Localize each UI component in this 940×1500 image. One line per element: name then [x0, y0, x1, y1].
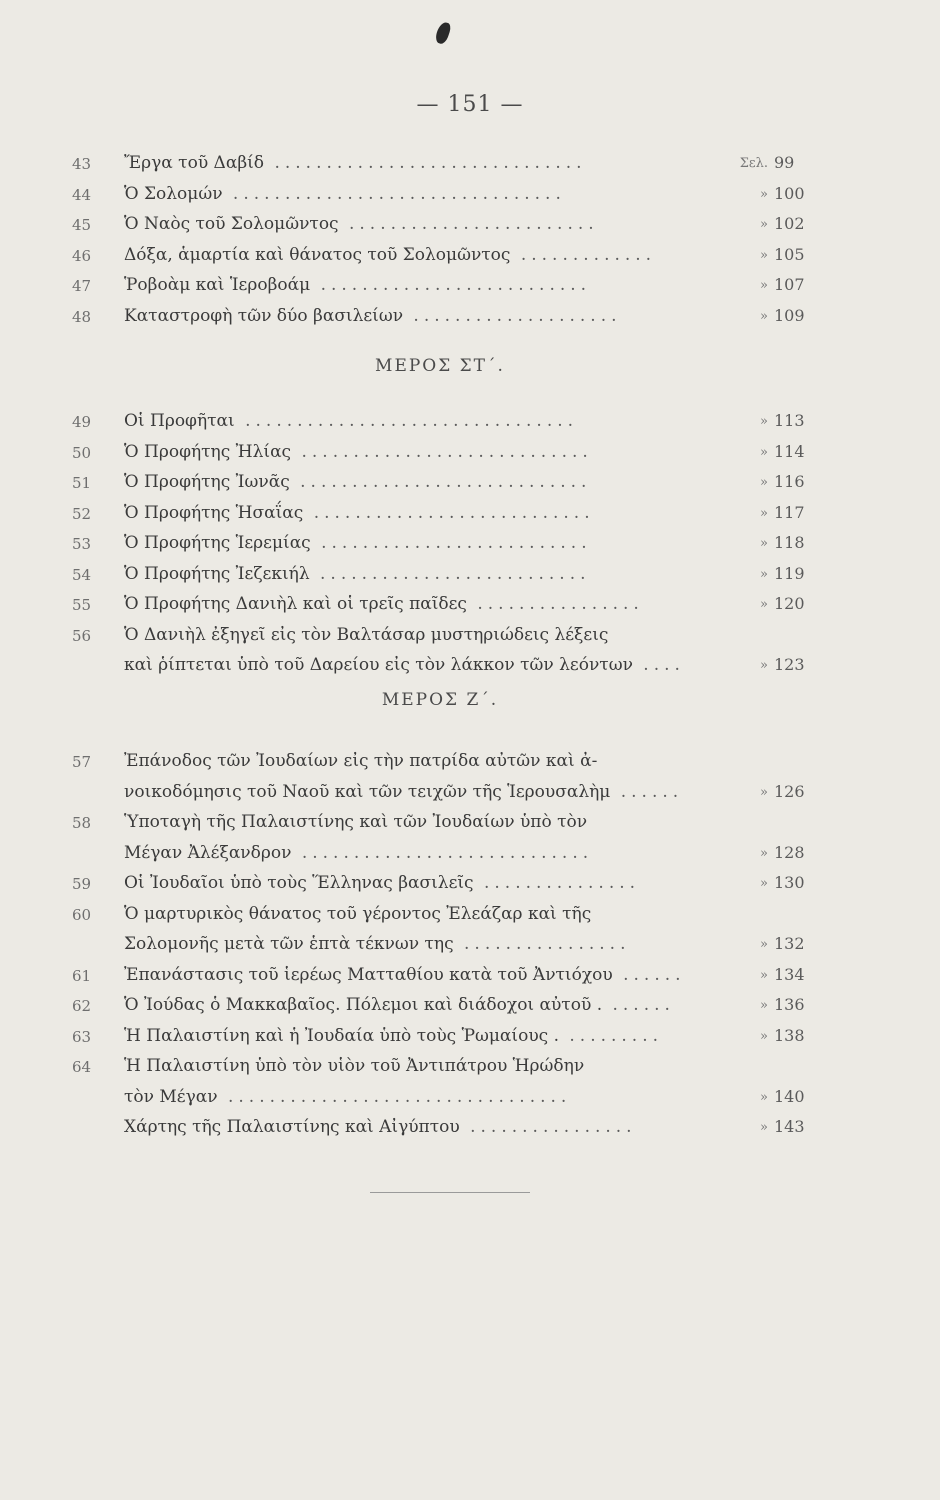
entry-title-line: Καταστροφὴ τῶν δύο βασιλείων .................... — [124, 305, 622, 326]
toc-entry — [0, 561, 940, 592]
entry-number: 57 — [72, 753, 92, 771]
entry-number: 60 — [72, 905, 92, 924]
entry-ditto-mark: » — [760, 597, 768, 612]
entry-page-number: 100 — [774, 183, 805, 203]
entry-page-number: 113 — [774, 411, 805, 430]
dot-leader: ......... — [558, 1025, 664, 1046]
entry-page-number: 128 — [774, 842, 805, 862]
entry-title-line: Ὁ Προφήτης Ἡσαΐας ........................... — [124, 502, 595, 523]
entry-title-line: Μέγαν Ἀλέξανδρον ............................ — [124, 842, 594, 863]
entry-ditto-mark: » — [760, 308, 768, 324]
dot-leader: ........................ — [338, 214, 599, 234]
entry-page-number: 132 — [774, 934, 805, 953]
entry-title-line: Χάρτης τῆς Παλαιστίνης καὶ Αἰγύπτου ................ — [124, 1117, 637, 1137]
entry-page-number: 118 — [774, 533, 805, 552]
entry-title-line: Ἐπάνοδος τῶν Ἰουδαίων εἰς τὴν πατρίδα αὐτῶν καὶ ἀ- — [124, 751, 598, 771]
entry-ditto-mark: » — [760, 247, 768, 263]
toc-entry — [0, 242, 940, 273]
entry-page-number: 105 — [774, 244, 805, 264]
entry-title-line: Ῥοβοὰμ καὶ Ἱεροβοάμ .......................... — [124, 275, 592, 295]
dot-leader: ........................... — [303, 502, 595, 523]
entry-number: 59 — [72, 875, 92, 893]
entry-title-line: Ὁ Σολομών ................................ — [124, 183, 566, 204]
dot-leader: ................................. — [217, 1086, 572, 1107]
entry-title-line: Ὁ Ναὸς τοῦ Σολομῶντος ........................ — [124, 214, 599, 234]
entry-number: 43 — [72, 155, 92, 173]
dot-leader: ............................ — [291, 441, 593, 462]
entry-number: 46 — [72, 246, 92, 265]
toc-entry — [0, 272, 940, 303]
toc-entry — [0, 591, 940, 622]
dot-leader: .............................. — [264, 153, 587, 173]
entry-number: 45 — [72, 216, 92, 234]
entry-number: 63 — [72, 1027, 92, 1046]
entry-number: 50 — [72, 443, 92, 462]
entry-number: 51 — [72, 474, 92, 492]
entry-page-number: 138 — [774, 1025, 805, 1045]
dot-leader: .................... — [403, 305, 622, 326]
toc-entry — [0, 303, 940, 334]
entry-page-number: 134 — [774, 964, 805, 984]
toc-entry — [0, 901, 940, 962]
dot-leader: ...... — [602, 995, 675, 1015]
entry-page-number: 120 — [774, 594, 805, 613]
dot-leader: .......................... — [310, 533, 592, 553]
entry-number: 55 — [72, 596, 92, 614]
entry-title-line: Ὁ Δανιὴλ ἐξηγεῖ εἰς τὸν Βαλτάσαρ μυστηριώδεις λέξεις — [124, 624, 609, 645]
entry-ditto-mark: » — [760, 414, 768, 429]
dot-leader: ................ — [453, 934, 631, 954]
entry-ditto-mark: » — [760, 876, 768, 891]
entry-title-line: Ἐπανάστασις τοῦ ἱερέως Ματταθίου κατὰ τοῦ Ἀντιόχου ...... — [124, 964, 686, 985]
entry-title-line: Οἱ Ἰουδαῖοι ὑπὸ τοὺς Ἕλληνας βασιλεῖς ............... — [124, 873, 641, 893]
toc-entry — [0, 809, 940, 870]
entry-ditto-mark: » — [760, 444, 768, 460]
toc-entry — [0, 962, 940, 993]
dot-leader: ............... — [473, 873, 641, 893]
toc-entry — [0, 408, 940, 439]
entry-page-number: 126 — [774, 781, 805, 801]
dot-leader: ............................ — [289, 472, 592, 492]
entry-page-number: 99 — [774, 153, 795, 172]
entry-title-line: Ὁ μαρτυρικὸς θάνατος τοῦ γέροντος Ἐλεάζαρ καὶ τῆς — [124, 903, 592, 924]
entry-ditto-mark: » — [760, 217, 768, 232]
entry-page-number: 136 — [774, 995, 805, 1014]
entry-ditto-mark: » — [760, 998, 768, 1013]
entry-page-number: 130 — [774, 873, 805, 892]
entry-ditto-mark: » — [760, 1089, 768, 1105]
dot-leader: .......................... — [309, 563, 591, 584]
page-number: — 151 — — [416, 92, 524, 117]
dot-leader: ............. — [510, 244, 657, 265]
toc-entry — [0, 150, 940, 181]
toc-entry — [0, 1023, 940, 1054]
entry-ditto-mark: » — [760, 845, 768, 861]
entry-page-number: 114 — [774, 441, 805, 461]
bottom-divider — [370, 1192, 530, 1193]
entry-ditto-mark: » — [760, 937, 768, 952]
toc-entry — [0, 870, 940, 901]
dot-leader: ...... — [610, 781, 684, 802]
section-heading-part-7: ΜΕΡΟΣ Ζ΄. — [381, 690, 499, 710]
entry-title-line: Ὁ Προφήτης Ἰεζεκιήλ .......................... — [124, 563, 591, 584]
entry-title-line: Ὁ Προφήτης Ἰωνᾶς ............................ — [124, 472, 592, 492]
dot-leader: .......................... — [310, 275, 592, 295]
entry-title-line: Ὁ Ἰούδας ὁ Μακκαβαῖος. Πόλεμοι καὶ διάδοχοι αὐτοῦ . ...... — [124, 995, 675, 1015]
entry-title-line: Οἱ Προφῆται ................................ — [124, 411, 579, 431]
entry-ditto-mark: » — [760, 784, 768, 800]
entry-ditto-mark: » — [760, 566, 768, 582]
toc-entry — [0, 211, 940, 242]
entry-number: 48 — [72, 307, 92, 326]
toc-entry — [0, 622, 940, 683]
entry-number: 61 — [72, 966, 92, 985]
entry-number: 64 — [72, 1058, 92, 1076]
entry-page-number: 123 — [774, 655, 805, 674]
entry-page-number: 117 — [774, 502, 805, 522]
entry-number: 47 — [72, 277, 92, 295]
entry-ditto-mark: » — [760, 967, 768, 983]
entry-ditto-mark: » — [760, 278, 768, 293]
entry-title-line: Ὁ Προφήτης Δανιὴλ καὶ οἱ τρεῖς παῖδες ................ — [124, 594, 644, 614]
entry-title-line: Ὁ Προφήτης Ἠλίας ............................ — [124, 441, 593, 462]
entry-ditto-mark: » — [760, 186, 768, 202]
entry-page-number: 119 — [774, 563, 805, 583]
entry-page-number: 143 — [774, 1117, 805, 1136]
entry-title-line: Ἡ Παλαιστίνη καὶ ἡ Ἰουδαία ὑπὸ τοὺς Ῥωμαίους . ......... — [124, 1025, 664, 1046]
entry-number: 58 — [72, 814, 92, 832]
entry-page-number: 109 — [774, 305, 805, 325]
entry-number: 49 — [72, 413, 92, 431]
entry-title-line: νοικοδόμησις τοῦ Ναοῦ καὶ τῶν τειχῶν τῆς Ἱερουσαλὴμ ...... — [124, 781, 684, 802]
toc-entry — [0, 748, 940, 809]
entry-ditto-mark: » — [760, 1028, 768, 1044]
toc-entry — [0, 469, 940, 500]
entry-title-line: Ἔργα τοῦ Δαβίδ .............................. — [124, 153, 587, 173]
entry-title-line: Σολομονῆς μετὰ τῶν ἑπτὰ τέκνων της ................ — [124, 934, 631, 954]
dot-leader: ...... — [612, 964, 686, 985]
section-heading-part-6: ΜΕΡΟΣ ΣΤ΄. — [375, 356, 505, 376]
entry-ditto-mark: » — [760, 475, 768, 490]
entry-ditto-mark: » — [760, 505, 768, 521]
dot-leader: ............................ — [291, 842, 594, 863]
entry-page-number: 102 — [774, 214, 805, 233]
entry-title-line: Δόξα, ἁμαρτία καὶ θάνατος τοῦ Σολομῶντος ............. — [124, 244, 657, 265]
toc-entry — [0, 181, 940, 212]
entry-number: 62 — [72, 997, 92, 1015]
entry-number: 44 — [72, 185, 92, 204]
entry-page-number: 116 — [774, 472, 805, 491]
entry-ditto-mark: » — [760, 1120, 768, 1135]
entry-number: 56 — [72, 626, 92, 645]
dot-leader: ................ — [466, 594, 644, 614]
entry-title-line: Ἡ Παλαιστίνη ὑπὸ τὸν υἱὸν τοῦ Ἀντιπάτρου Ἡρώδην — [124, 1056, 585, 1076]
toc-entry — [0, 439, 940, 470]
entry-ditto-mark: » — [760, 536, 768, 551]
toc-entry — [0, 992, 940, 1023]
ink-blot-mark — [434, 21, 452, 46]
toc-entry — [0, 1114, 940, 1145]
entry-title-line: τὸν Μέγαν ................................. — [124, 1086, 572, 1107]
entry-title-line: Ὑποταγὴ τῆς Παλαιστίνης καὶ τῶν Ἰουδαίων ὑπὸ τὸν — [124, 812, 588, 832]
entry-ditto-mark: Σελ. — [739, 156, 768, 171]
entry-title-line: καὶ ῥίπτεται ὑπὸ τοῦ Δαρείου εἰς τὸν λάκκον τῶν λεόντων .... — [124, 655, 685, 675]
entry-page-number: 140 — [774, 1086, 805, 1106]
dot-leader: ................................ — [222, 183, 566, 204]
entry-ditto-mark: » — [760, 658, 768, 673]
entry-page-number: 107 — [774, 275, 805, 294]
entry-title-line: Ὁ Προφήτης Ἱερεμίας .......................... — [124, 533, 592, 553]
toc-entry — [0, 500, 940, 531]
dot-leader: ................................ — [234, 411, 579, 431]
toc-entry — [0, 530, 940, 561]
entry-number: 53 — [72, 535, 92, 553]
toc-entry — [0, 1053, 940, 1114]
dot-leader: ................ — [459, 1117, 637, 1137]
entry-number: 52 — [72, 504, 92, 523]
dot-leader: .... — [632, 655, 685, 675]
entry-number: 54 — [72, 565, 92, 584]
